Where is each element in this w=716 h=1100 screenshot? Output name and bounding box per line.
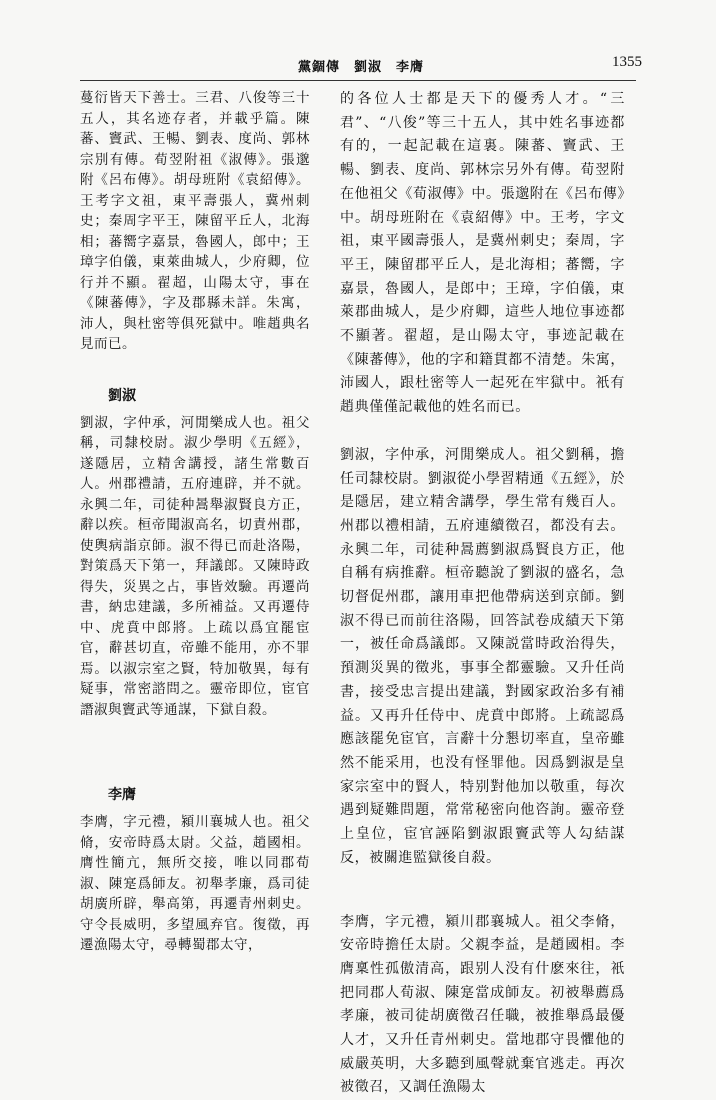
page-header	[0, 50, 716, 78]
translation-column	[340, 88, 625, 1100]
liu-shu-translation: 劉淑，字仲承，河閒樂成人。祖父劉稱，擔任司隸校尉。劉淑從小學習精通《五經》，於是隱居，建立精舍講學，學生常有幾百人。州郡以禮相請，五府連續徵召，都没有去。永興二年，司徒种暠薦劉淑爲賢良方正，他自稱有病推辭。桓帝聽說了劉淑的盛名，急切督促州郡，讓用車把他帶病送到京師。劉淑不得已而前往洛陽，回答試卷成績天下第一，被任命爲議郎。又陳説當時政治得失，預測災異的徵兆，事事全都靈驗。又升任尚書，接受忠言提出建議，對國家政治多有補益。又再升任侍中、虎賁中郎將。上疏認爲應該罷免宦官，言辭十分懇切率直，皇帝雖然不能采用，也没有怪罪他。因爲劉淑是皇家宗室中的賢人，特别對他加以敬重，每次遇到疑難問題，常常秘密向他咨詢。靈帝登上皇位，宦官誣陷劉淑跟竇武等人勾結謀反，被關進監獄後自殺。	[340, 444, 625, 871]
classical-text-column	[80, 88, 310, 956]
li-ying-paragraph: 李膺，字元禮，潁川襄城人也。祖父脩，安帝時爲太尉。父益，趙國相。膺性簡亢，無所交接，唯以同郡荀淑、陳寔爲師友。初舉孝廉，爲司徒胡廣所辟，舉高第，再遷青州刺史。守令長威明，多望風弃官。復徵，再遷漁陽太守，尋轉蜀郡太守，	[80, 812, 310, 956]
li-ying-translation: 李膺，字元禮，潁川郡襄城人。祖父李脩，安帝時擔任太尉。父親李益，是趙國相。李膺稟性孤傲清高，跟别人没有什麽來往，衹把同郡人荀淑、陳寔當成師友。初被舉薦爲孝廉，被司徒胡廣徵召任職，被推舉爲最優人才，又升任青州刺史。當地郡守畏懼他的威嚴英明，大多聽到風聲就棄官逃走。再次被徵召，又調任漁陽太	[340, 911, 625, 1100]
page-number: 1355	[612, 54, 642, 71]
intro-translation: 的各位人士都是天下的優秀人才。“三君”、“八俊”等三十五人，其中姓名事迹都有的，一起記載在這裏。陳蕃、竇武、王暢、劉表、度尚、郭林宗另外有傳。荀翌附在他祖父《荀淑傳》中。張邈附在《呂布傳》中。胡母班附在《袁紹傳》中。王考，字文祖，東平國壽張人，是冀州刺史；秦周，字平王，陳留郡平丘人，是北海相；蕃嚮，字嘉景，魯國人，是郎中；王璋，字伯儀，東萊郡曲城人，是少府卿，這些人地位事迹都不顯著。翟超，是山陽太守，事迹記載在《陳蕃傳》，他的字和籍貫都不清楚。朱寓，沛國人，跟杜密等人一起死在牢獄中。衹有趙典僅僅記載他的姓名而已。	[340, 88, 625, 420]
liu-shu-paragraph: 劉淑，字仲承，河閒樂成人也。祖父稱，司隸校尉。淑少學明《五經》，遂隱居，立精舍講授，諸生常數百人。州郡禮請，五府連辟，并不就。永興二年，司徒种暠舉淑賢良方正，辭以疾。桓帝聞淑高名，切責州郡，使輿病詣京師。淑不得已而赴洛陽，對策爲天下第一，拜議郎。又陳時政得失，災異之占，事皆效驗。再遷尚書，納忠建議，多所補益。又再遷侍中、虎賁中郎將。上疏以爲宜罷宦官，辭甚切直，帝雖不能用，亦不罪焉。以淑宗室之賢，特加敬異，每有疑事，常密諮問之。靈帝即位，宦官譖淑與竇武等通謀，下獄自殺。	[80, 413, 310, 721]
intro-paragraph: 蔓衍皆天下善士。三君、八俊等三十五人，其名迹存者，并載乎篇。陳蕃、竇武、王暢、劉表、度尚、郭林宗別有傳。荀翌附祖《淑傳》。張邈附《呂布傳》。胡母班附《袁紹傳》。王考字文祖，東平壽張人，冀州刺史；秦周字平王，陳留平丘人，北海相；蕃嚮字嘉景，魯國人，郎中；王璋字伯儀，東萊曲城人，少府卿，位行并不顯。翟超，山陽太守，事在《陳蕃傳》，字及郡縣未詳。朱寓，沛人，與杜密等俱死獄中。唯趙典名見而已。	[80, 88, 310, 355]
section-heading-liu-shu: 劉淑	[80, 385, 310, 405]
header-rule	[80, 80, 636, 81]
running-title: 黨錮傳 劉淑 李膺	[298, 56, 424, 75]
section-heading-li-ying: 李膺	[80, 784, 310, 804]
